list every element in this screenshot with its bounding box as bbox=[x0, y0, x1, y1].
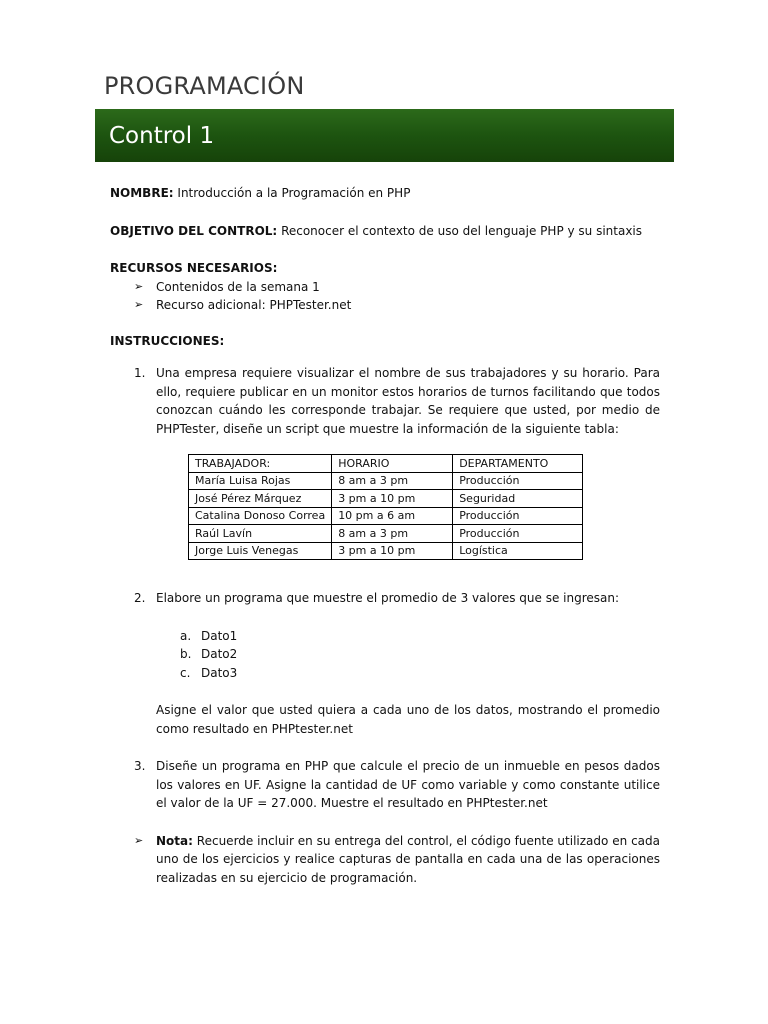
nombre-line bbox=[110, 184, 660, 203]
table-cell: 8 am a 3 pm bbox=[332, 525, 453, 543]
table-cell: Seguridad bbox=[453, 490, 583, 508]
question-3-text: Diseñe un programa en PHP que calcule el precio de un inmueble en pesos dados los valores en UF. Asigne la cantidad de UF como variable y como constante utilice el valor de la UF = 27.000. Muestre el resultado en PHPtester.net bbox=[156, 759, 660, 810]
question-2-followup-text: Asigne el valor que usted quiera a cada uno de los datos, mostrando el promedio como resultado en PHPtester.net bbox=[156, 703, 660, 736]
list-item bbox=[110, 296, 660, 315]
question-number: 3. bbox=[134, 759, 146, 773]
list-item bbox=[110, 664, 660, 683]
question-2-followup bbox=[110, 701, 660, 738]
question-2 bbox=[110, 589, 660, 608]
recursos-label: RECURSOS NECESARIOS: bbox=[110, 261, 278, 275]
recursos-list bbox=[110, 278, 660, 315]
dato-list bbox=[110, 627, 660, 683]
list-item bbox=[110, 627, 660, 646]
instrucciones-label: INSTRUCCIONES: bbox=[110, 333, 225, 348]
table-cell: Catalina Donoso Correa bbox=[189, 507, 332, 525]
table-row bbox=[189, 507, 583, 525]
nombre-label: NOMBRE: bbox=[110, 186, 174, 200]
column-header: HORARIO bbox=[332, 455, 453, 473]
table-cell: 8 am a 3 pm bbox=[332, 472, 453, 490]
list-item bbox=[110, 278, 660, 297]
table-cell: 10 pm a 6 am bbox=[332, 507, 453, 525]
note-paragraph bbox=[110, 832, 660, 888]
table-row bbox=[189, 490, 583, 508]
table-cell: Producción bbox=[453, 507, 583, 525]
table-cell: Producción bbox=[453, 472, 583, 490]
arrow-bullet-icon: ➢ bbox=[134, 833, 144, 847]
table-cell: María Luisa Rojas bbox=[189, 472, 332, 490]
question-3 bbox=[110, 757, 660, 813]
dato-label: Dato3 bbox=[201, 665, 238, 680]
objetivo-value: Reconocer el contexto de uso del lenguaje PHP y su sintaxis bbox=[281, 223, 643, 238]
nombre-value: Introducción a la Programación en PHP bbox=[177, 186, 411, 200]
table-row bbox=[189, 472, 583, 490]
dato-label: Dato1 bbox=[201, 628, 238, 643]
objetivo-line bbox=[110, 222, 660, 241]
question-1-text: Una empresa requiere visualizar el nombre de sus trabajadores y su horario. Para ello, requiere publicar en un monitor estos horarios de turnos facilitando que todos conozcan cuándo les corresponde trabajar. Se requiere que usted, por medio de PHPTester, diseñe un script que muestre la información de la siguiente tabla: bbox=[156, 366, 660, 436]
table-cell: Producción bbox=[453, 525, 583, 543]
dato-label: Dato2 bbox=[201, 647, 238, 661]
table-cell: Raúl Lavín bbox=[189, 525, 332, 543]
table-cell: José Pérez Márquez bbox=[189, 490, 332, 508]
staff-schedule-table bbox=[188, 454, 583, 560]
item-letter: a. bbox=[180, 628, 192, 643]
recurso-item: Recurso adicional: PHPTester.net bbox=[156, 298, 352, 312]
note-text: Recuerde incluir en su entrega del control, el código fuente utilizado en cada uno de los ejercicios y realice capturas de pantalla en cada una de las operaciones realizadas en su ejercicio de programación. bbox=[156, 833, 660, 885]
title-banner bbox=[95, 109, 674, 162]
table-header-row bbox=[189, 455, 583, 473]
question-number: 1. bbox=[134, 366, 146, 380]
table-cell: Logística bbox=[453, 542, 583, 560]
arrow-bullet-icon: ➢ bbox=[134, 279, 144, 293]
question-number: 2. bbox=[134, 591, 146, 605]
objetivo-label: OBJETIVO DEL CONTROL: bbox=[110, 223, 278, 238]
item-letter: b. bbox=[180, 647, 192, 661]
column-header: TRABAJADOR: bbox=[189, 455, 332, 473]
table-row bbox=[189, 525, 583, 543]
note-label: Nota: bbox=[156, 833, 193, 848]
question-1 bbox=[110, 364, 660, 438]
table-cell: 3 pm a 10 pm bbox=[332, 490, 453, 508]
arrow-bullet-icon: ➢ bbox=[134, 298, 144, 311]
list-item bbox=[110, 645, 660, 664]
table-row bbox=[189, 542, 583, 560]
table-cell: 3 pm a 10 pm bbox=[332, 542, 453, 560]
item-letter: c. bbox=[180, 665, 191, 680]
question-2-text: Elabore un programa que muestre el promedio de 3 valores que se ingresan: bbox=[156, 591, 620, 605]
table-cell: Jorge Luis Venegas bbox=[189, 542, 332, 560]
column-header: DEPARTAMENTO bbox=[453, 455, 583, 473]
page-title: PROGRAMACIÓN bbox=[104, 72, 305, 100]
recurso-item: Contenidos de la semana 1 bbox=[156, 279, 320, 294]
banner-title: Control 1 bbox=[109, 122, 215, 149]
